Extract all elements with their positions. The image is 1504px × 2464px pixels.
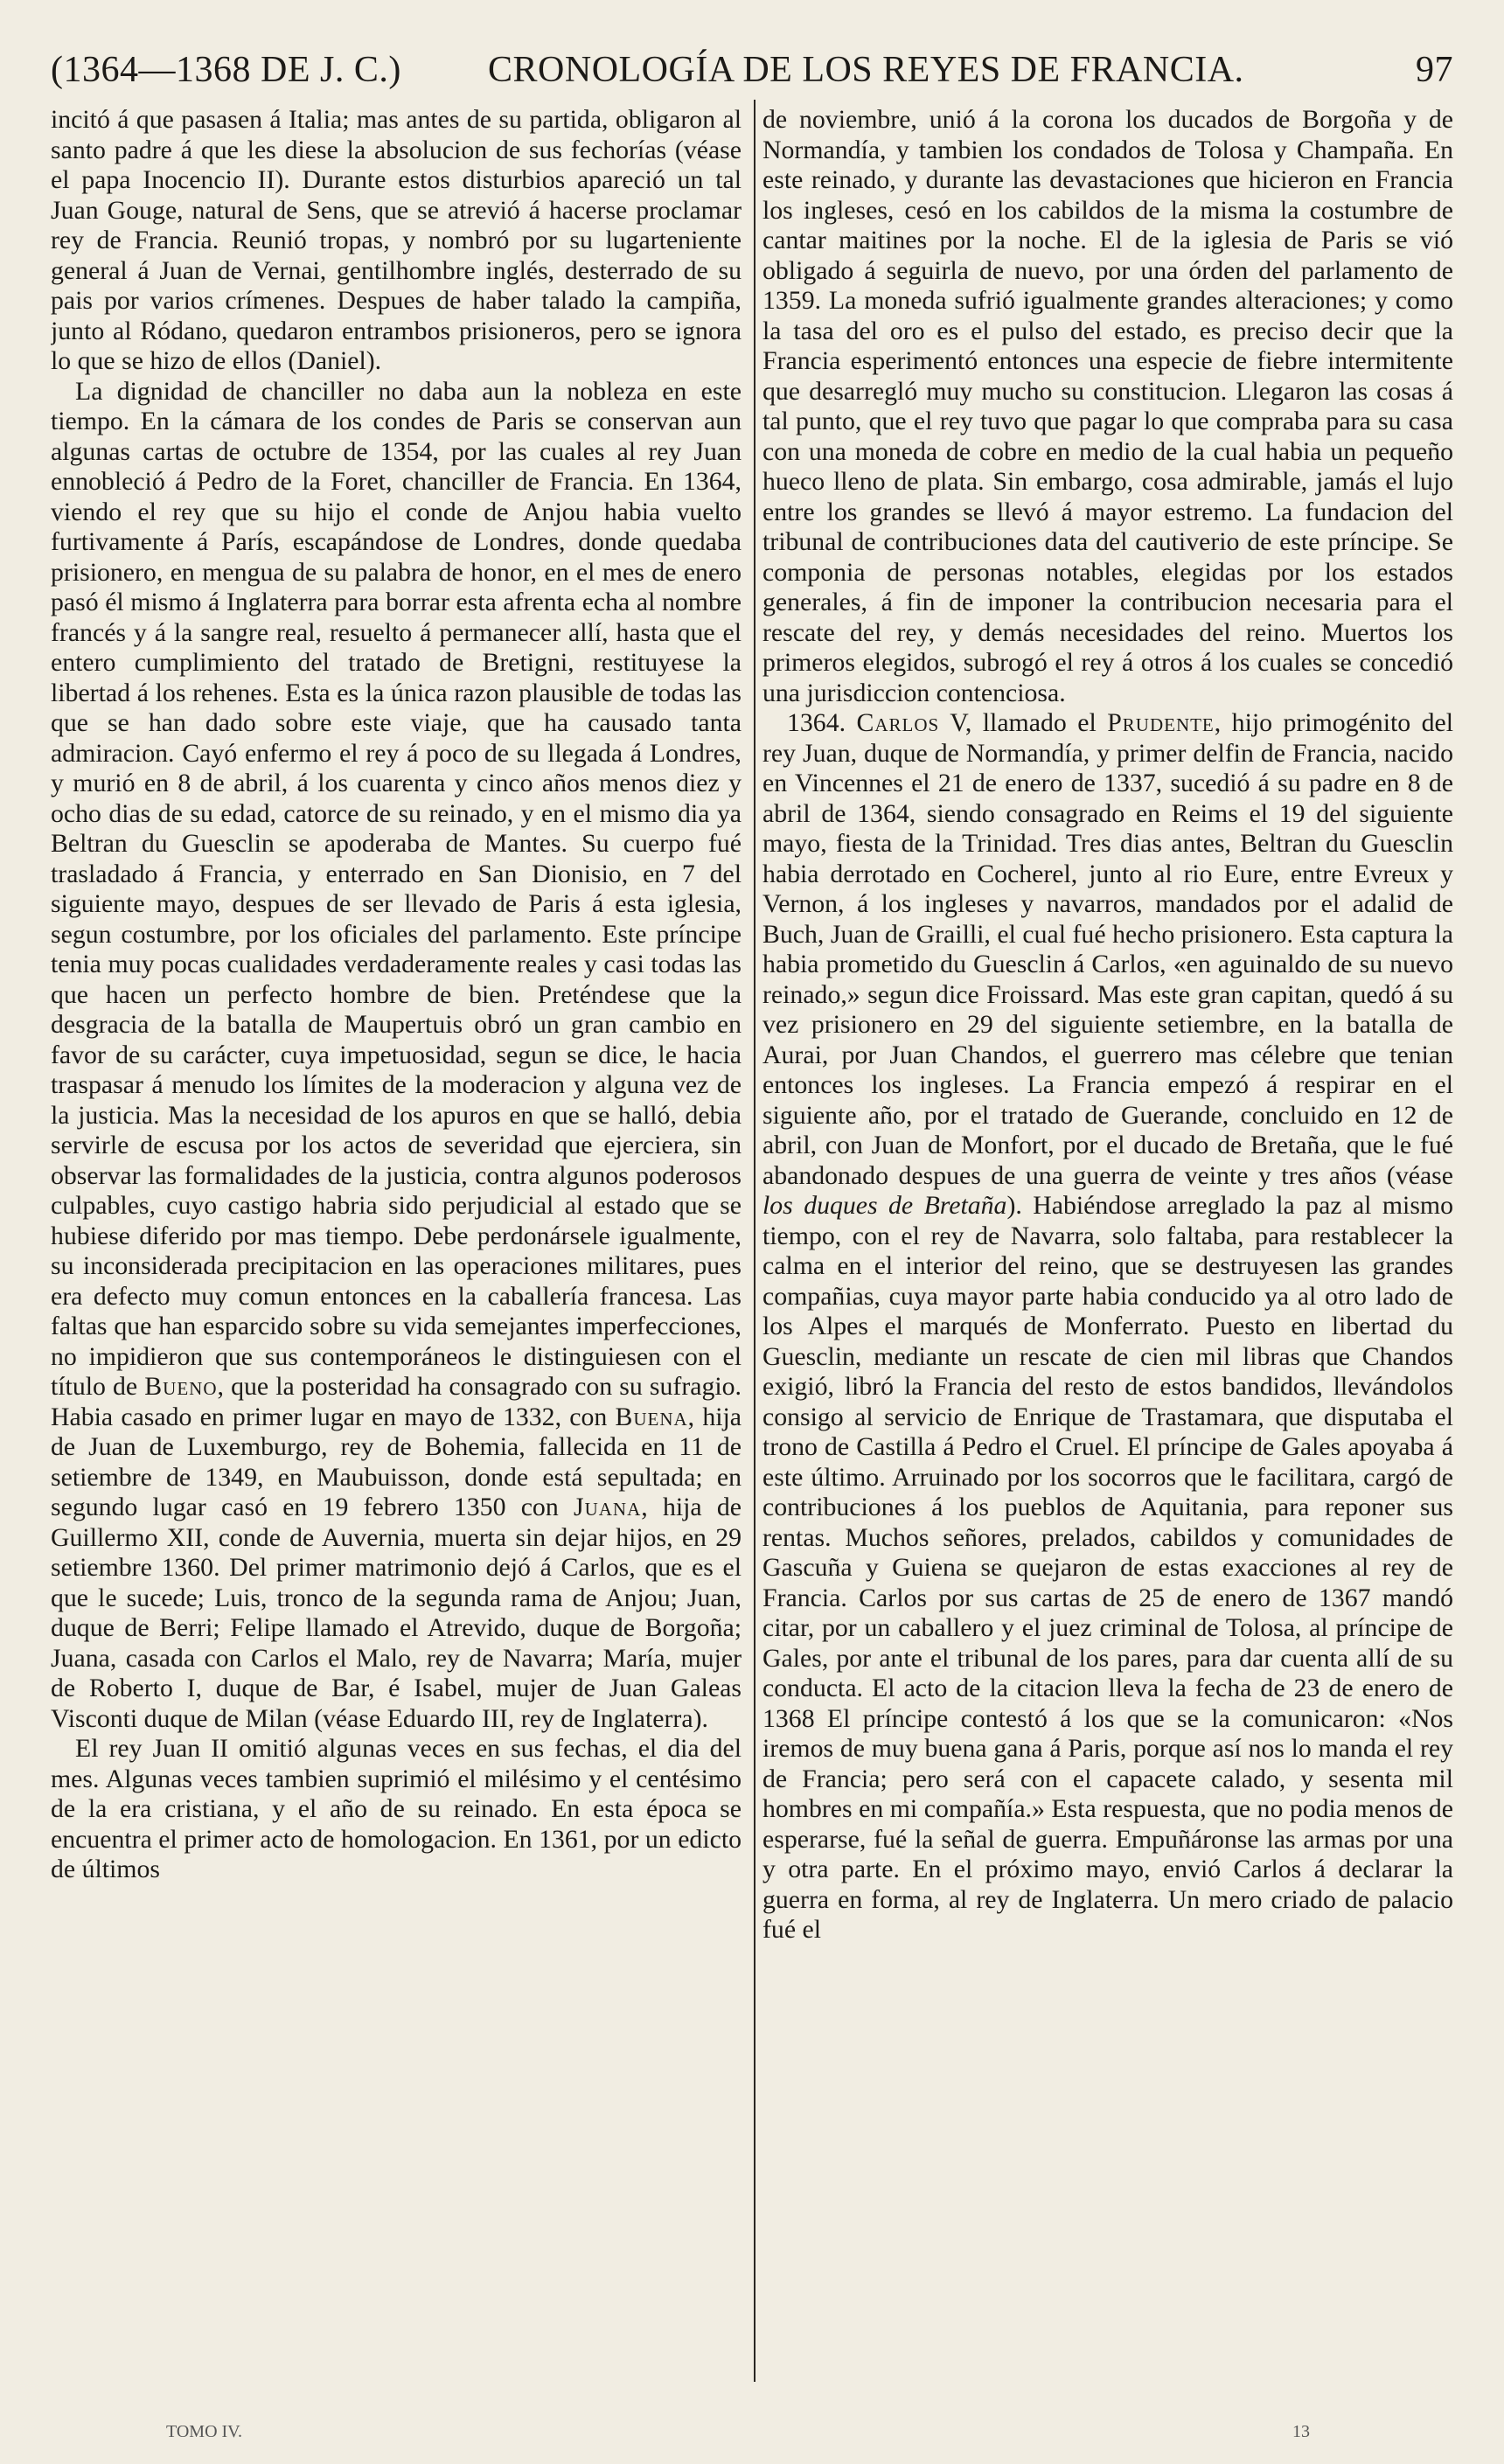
entry-year: 1364. bbox=[787, 708, 846, 737]
signature-mark: 13 bbox=[1292, 2422, 1310, 2441]
volume-mark: TOMO IV. bbox=[166, 2422, 243, 2441]
right-column bbox=[762, 105, 1453, 2413]
name-juana: Juana bbox=[573, 1493, 642, 1521]
right-paragraph-2 bbox=[762, 708, 1453, 1945]
running-header bbox=[51, 45, 1453, 94]
name-buena: Buena bbox=[615, 1402, 688, 1431]
epithet-prudente: Prudente bbox=[1107, 708, 1215, 737]
left-paragraph-3: El rey Juan II omitió algunas veces en sus fechas, el dia del mes. Algunas veces tambien suprimió el milésimo y el centésimo de la era cristiana, y el año de su reinado. En esta época se encuentra el primer acto de homologacion. En 1361, por un edicto de últimos bbox=[51, 1734, 742, 1883]
right-p2-text-a: V, llamado el bbox=[950, 708, 1097, 737]
right-paragraph-1: de noviembre, unió á la corona los ducados de Borgoña y de Normandía, y tambien los condados de Tolosa y Champaña. En este reinado, y durante las devastaciones que hicieron en Francia los ingleses, cesó en los cabildos de la misma la costumbre de cantar maitines por la noche. El de la iglesia de Paris se vió obligado á seguirla de nuevo, por una órden del parlamento de 1359. La moneda sufrió igualmente grandes alteraciones; y como la tasa del oro es el pulso del estado, es preciso decir que la Francia esperimentó entonces una especie de fiebre intermitente que desarregló muy mucho su constitucion. Llegaron las cosas á tal punto, que el rey tuvo que pagar lo que compraba para su casa con una moneda de cobre en medio de la cual habia un pequeño hueco lleno de plata. Sin embargo, cosa admirable, jamás el lujo entre los grandes se llevó á mayor estremo. La fundacion del tribunal de contribuciones data del cautiverio de este príncipe. Se componia de personas notables, elegidas por los estados generales, á fin de imponer la contribucion necesaria para el rescate del rey, y demás necesidades del reino. Muertos los primeros elegidos, subrogó el rey á otros á los cuales se concedió una jurisdiccion contenciosa. bbox=[762, 105, 1453, 707]
right-p2-text-c: ). Habiéndose arreglado la paz al mismo tiempo, con el rey de Navarra, solo faltaba, para restablecer la calma en el interior del reino, que se destruyesen las grandes compañias, cuya mayor parte habia conducido ya al otro lado de los Alpes el marqués de Monferrato. Puesto en libertad du Guesclin, mediante un rescate de cien mil libras que Chandos exigió, libró la Francia del resto de estos bandidos, llevándolos consigo al servicio de Enrique de Trastamara, que disputaba el trono de Castilla á Pedro el Cruel. El príncipe de Gales apoyaba á este último. Arruinado por los socorros que le facilitara, cargó de contribuciones á los pueblos de Aquitania, para reponer sus rentas. Muchos señores, prelados, cabildos y comunidades de Gascuña y Guiena se quejaron de estas exacciones al rey de Francia. Carlos por sus cartas de 25 de enero de 1367 mandó citar, por un caballero y el juez criminal de Tolosa, al príncipe de Gales, por ante el tribunal de los pares, para dar cuenta allí de su conducta. El acto de la citacion lleva la fecha de 23 de enero de 1368 El príncipe contestó á los que se la comunicaron: «Nos iremos de muy buena gana á Paris, porque así nos lo manda el rey de Francia; pero será con el capacete calado, y sesenta mil hombres en mi compañía.» Esta respuesta, que no podia menos de esperarse, fué la señal de guerra. Empuñáronse las armas por una y otra parte. En el próximo mayo, envió Carlos á declarar la guerra en forma, al rey de Inglaterra. Un mero criado de palacio fué el bbox=[762, 1191, 1453, 1944]
left-p2-text-a: La dignidad de chanciller no daba aun la nobleza en este tiempo. En la cámara de los condes de Paris se conservan aun algunas cartas de octubre de 1354, por las cuales al rey Juan ennobleció á Pedro de la Foret, chanciller de Francia. En 1364, viendo el rey que su hijo el conde de Anjou habia vuelto furtivamente á París, escapándose de Londres, donde quedaba prisionero, en mengua de su palabra de honor, en el mes de enero pasó él mismo á Inglaterra para borrar esta afrenta echa al nombre francés y á la sangre real, resuelto á permanecer allí, hasta que el entero cumplimiento del tratado de Bretigni, restituyese la libertad á los rehenes. Esta es la única razon plausible de todas las que se han dado sobre este viaje, que ha causado tanta admiracion. Cayó enfermo el rey á poco de su llegada á Londres, y murió en 8 de abril, á los cuarenta y cinco años menos diez y ocho dias de su edad, catorce de su reinado, y en el mismo dia ya Beltran du Guesclin se apoderaba de Mantes. Su cuerpo fué trasladado á Francia, y enterrado en San Dionisio, en 7 del siguiente mayo, despues de ser llevado de Paris á esta iglesia, segun costumbre, por los oficiales del parlamento. Este príncipe tenia muy pocas cualidades verdaderamente reales y casi todas las que hacen un perfecto hombre de bien. Preténdese que la desgracia de la batalla de Maupertuis obró un gran cambio en favor de su carácter, cuya impetuosidad, segun se dice, le hacia traspasar á menudo los límites de la moderacion y alguna vez de la justicia. Mas la necesidad de los apuros en que se halló, debia servirle de escusa por los actos de severidad que ejerciera, sin observar las formalidades de la justicia, contra algunos poderosos culpables, cuyo castigo habria sido perjudicial al estado que se hubiese diferido por mas tiempo. Debe perdonársele igualmente, su inconsiderada precipitacion en las operaciones militares, pues era defecto muy comun entonces en la caballería francesa. Las faltas que han esparcido sobre su vida semejantes imperfecciones, no impidieron que sus contemporáneos le distinguiesen con el título de bbox=[51, 376, 742, 1401]
left-p2-text-d: , hija de Guillermo XII, conde de Auvernia, muerta sin dejar hijos, en 29 setiembre 1360. Del primer matrimonio dejó á Carlos, que es el que le sucede; Luis, tronco de la segunda rama de Anjou; Juan, duque de Berri; Felipe llamado el Atrevido, duque de Borgoña; Juana, casada con Carlos el Malo, rey de Navarra; María, mujer de Roberto I, duque de Bar, é Isabel, mujer de Juan Galeas Visconti duque de Milan (véase Eduardo III, rey de Inglaterra). bbox=[51, 1493, 742, 1733]
left-p2-text-c: , hija de Juan de Luxemburgo, rey de Bohemia, fallecida en 11 de setiembre de 1349, en Maubuisson, donde está sepultada; en segundo lugar casó en 19 febrero 1350 con bbox=[51, 1402, 742, 1521]
right-p2-text-b: , hijo primogénito del rey Juan, duque de Normandía, y primer delfin de Francia, nacido en Vincennes el 21 de enero de 1337, sucedió á su padre en 8 de abril de 1364, siendo consagrado en Reims el 19 del siguiente mayo, fiesta de la Trinidad. Tres dias antes, Beltran du Guesclin habia derrotado en Cocherel, junto al rio Eure, entre Evreux y Vernon, á los ingleses y navarros, mandados por el adalid de Buch, Juan de Grailli, el cual fué hecho prisionero. Esta captura la habia prometido du Guesclin á Carlos, «en aguinaldo de su nuevo reinado,» segun dice Froissard. Mas este gran capitan, quedó á su vez prisionero en 29 del siguiente setiembre, en la batalla de Aurai, por Juan Chandos, el guerrero mas célebre que tenian entonces los ingleses. La Francia empezó á respirar en el siguiente año, por el tratado de Guerande, concluido en 12 de abril, con Juan de Monfort, por el ducado de Bretaña, que le fué abandonado despues de una guerra de veinte y tres años (véase bbox=[762, 708, 1453, 1190]
epithet-bueno: Bueno bbox=[144, 1372, 218, 1401]
reference-duques-bretana: los duques de Bretaña bbox=[762, 1191, 1007, 1220]
left-p2-text-b: , que la posteridad ha consagrado con su sufragio. Habia casado en primer lugar en mayo de 1332, con bbox=[51, 1372, 742, 1431]
left-column bbox=[51, 105, 742, 2413]
left-paragraph-2 bbox=[51, 377, 742, 1735]
header-title: CRONOLOGÍA DE LOS REYES DE FRANCIA. bbox=[488, 50, 1244, 90]
page-number: 97 bbox=[1416, 50, 1453, 90]
header-date-range: (1364—1368 DE J. C.) bbox=[51, 50, 401, 90]
name-carlos: Carlos bbox=[856, 708, 940, 737]
left-paragraph-1: incitó á que pasasen á Italia; mas antes de su partida, obligaron al santo padre á que les diese la absolucion de sus fechorías (véase el papa Inocencio II). Durante estos disturbios apareció un tal Juan Gouge, natural de Sens, que se atrevió á hacerse proclamar rey de Francia. Reunió tropas, y nombró por su lugarteniente general á Juan de Vernai, gentilhombre inglés, desterrado de su pais por varios crímenes. Despues de haber talado la campiña, junto al Ródano, quedaron entrambos prisioneros, pero se ignora lo que se hizo de ellos (Daniel). bbox=[51, 105, 742, 375]
column-divider bbox=[754, 100, 755, 2382]
